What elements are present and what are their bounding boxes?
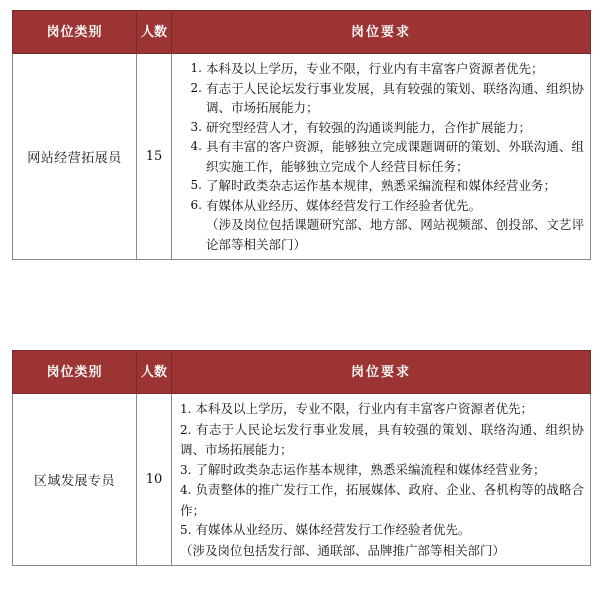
cell-requirements bbox=[172, 54, 591, 260]
table-body bbox=[13, 54, 591, 260]
requirement-note-text: （涉及岗位包括课题研究部、地方部、网站视频部、创投部、文艺评论部等相关部门） bbox=[206, 217, 584, 252]
table-body bbox=[13, 394, 591, 566]
requirement-number: 3. bbox=[190, 119, 202, 134]
requirement-item bbox=[180, 176, 584, 196]
requirement-text: 了解时政类杂志运作基本规律，熟悉采编流程和媒体经营业务； bbox=[195, 461, 546, 477]
job-table-regional-development-specialist bbox=[12, 350, 591, 566]
cell-job-category: 网站经营拓展员 bbox=[13, 54, 137, 260]
cell-headcount: 10 bbox=[137, 394, 172, 566]
cell-requirements bbox=[172, 394, 591, 566]
table-header bbox=[13, 351, 591, 394]
requirement-text: 有志于人民论坛发行事业发展，具有较强的策划、联络沟通、组织协调、市场拓展能力； bbox=[180, 421, 584, 457]
table-header bbox=[13, 11, 591, 54]
requirement-item bbox=[180, 460, 584, 481]
requirement-item bbox=[180, 520, 584, 541]
header-row bbox=[13, 11, 591, 54]
job-table-website-operations-developer bbox=[12, 10, 591, 260]
requirement-number: 2. bbox=[190, 80, 202, 95]
requirement-number: 1. bbox=[180, 402, 192, 416]
header-count: 人数 bbox=[137, 11, 172, 54]
requirement-text: 具有丰富的客户资源，能够独立完成课题调研的策划、外联沟通、组织实施工作，能够独立完成个人经营目标任务； bbox=[206, 139, 584, 174]
cell-job-category: 区域发展专员 bbox=[13, 394, 137, 566]
header-category: 岗位类别 bbox=[13, 351, 137, 394]
requirement-text: 了解时政类杂志运作基本规律，熟悉采编流程和媒体经营业务； bbox=[206, 178, 557, 193]
requirement-number: 2. bbox=[180, 422, 192, 437]
requirement-text: 负责整体的推广发行工作，拓展媒体、政府、企业、各机构等的战略合作； bbox=[180, 482, 584, 518]
requirement-text: 有志于人民论坛发行事业发展，具有较强的策划、联络沟通、组织协调、市场拓展能力； bbox=[206, 80, 584, 115]
table-row bbox=[13, 54, 591, 260]
header-count: 人数 bbox=[137, 351, 172, 394]
requirement-list bbox=[180, 399, 584, 560]
requirement-number: 3. bbox=[180, 462, 192, 477]
requirement-number: 1. bbox=[190, 61, 202, 75]
header-requirements: 岗位要求 bbox=[172, 351, 591, 394]
header-category: 岗位类别 bbox=[13, 11, 137, 54]
requirement-item bbox=[180, 420, 584, 460]
requirement-note-text: （涉及岗位包括发行部、通联部、品牌推广部等相关部门） bbox=[180, 542, 506, 558]
table-row bbox=[13, 394, 591, 566]
requirement-list bbox=[180, 59, 584, 254]
requirement-number: 5. bbox=[180, 523, 192, 537]
requirement-text: 有媒体从业经历、媒体经营发行工作经验者优先。 bbox=[206, 197, 482, 213]
requirement-text: 本科及以上学历，专业不限，行业内有丰富客户资源者优先； bbox=[195, 401, 533, 416]
requirement-item bbox=[180, 480, 584, 520]
requirement-item bbox=[180, 59, 584, 79]
requirement-item bbox=[180, 196, 584, 216]
requirement-item bbox=[180, 399, 584, 420]
requirement-number: 5. bbox=[190, 178, 202, 192]
requirement-number: 4. bbox=[190, 139, 202, 153]
requirement-note bbox=[180, 215, 584, 254]
requirement-number: 6. bbox=[190, 197, 202, 212]
requirement-item bbox=[180, 118, 584, 138]
header-row bbox=[13, 351, 591, 394]
requirement-text: 研究型经营人才，有较强的沟通谈判能力，合作扩展能力； bbox=[206, 119, 532, 135]
requirement-number: 4. bbox=[180, 483, 192, 497]
header-requirements: 岗位要求 bbox=[172, 11, 591, 54]
requirement-item bbox=[180, 137, 584, 176]
requirement-text: 有媒体从业经历、媒体经营发行工作经验者优先。 bbox=[195, 522, 471, 537]
requirement-note bbox=[180, 541, 584, 561]
cell-headcount: 15 bbox=[137, 54, 172, 260]
requirement-item bbox=[180, 79, 584, 118]
requirement-text: 本科及以上学历，专业不限，行业内有丰富客户资源者优先； bbox=[206, 61, 544, 76]
